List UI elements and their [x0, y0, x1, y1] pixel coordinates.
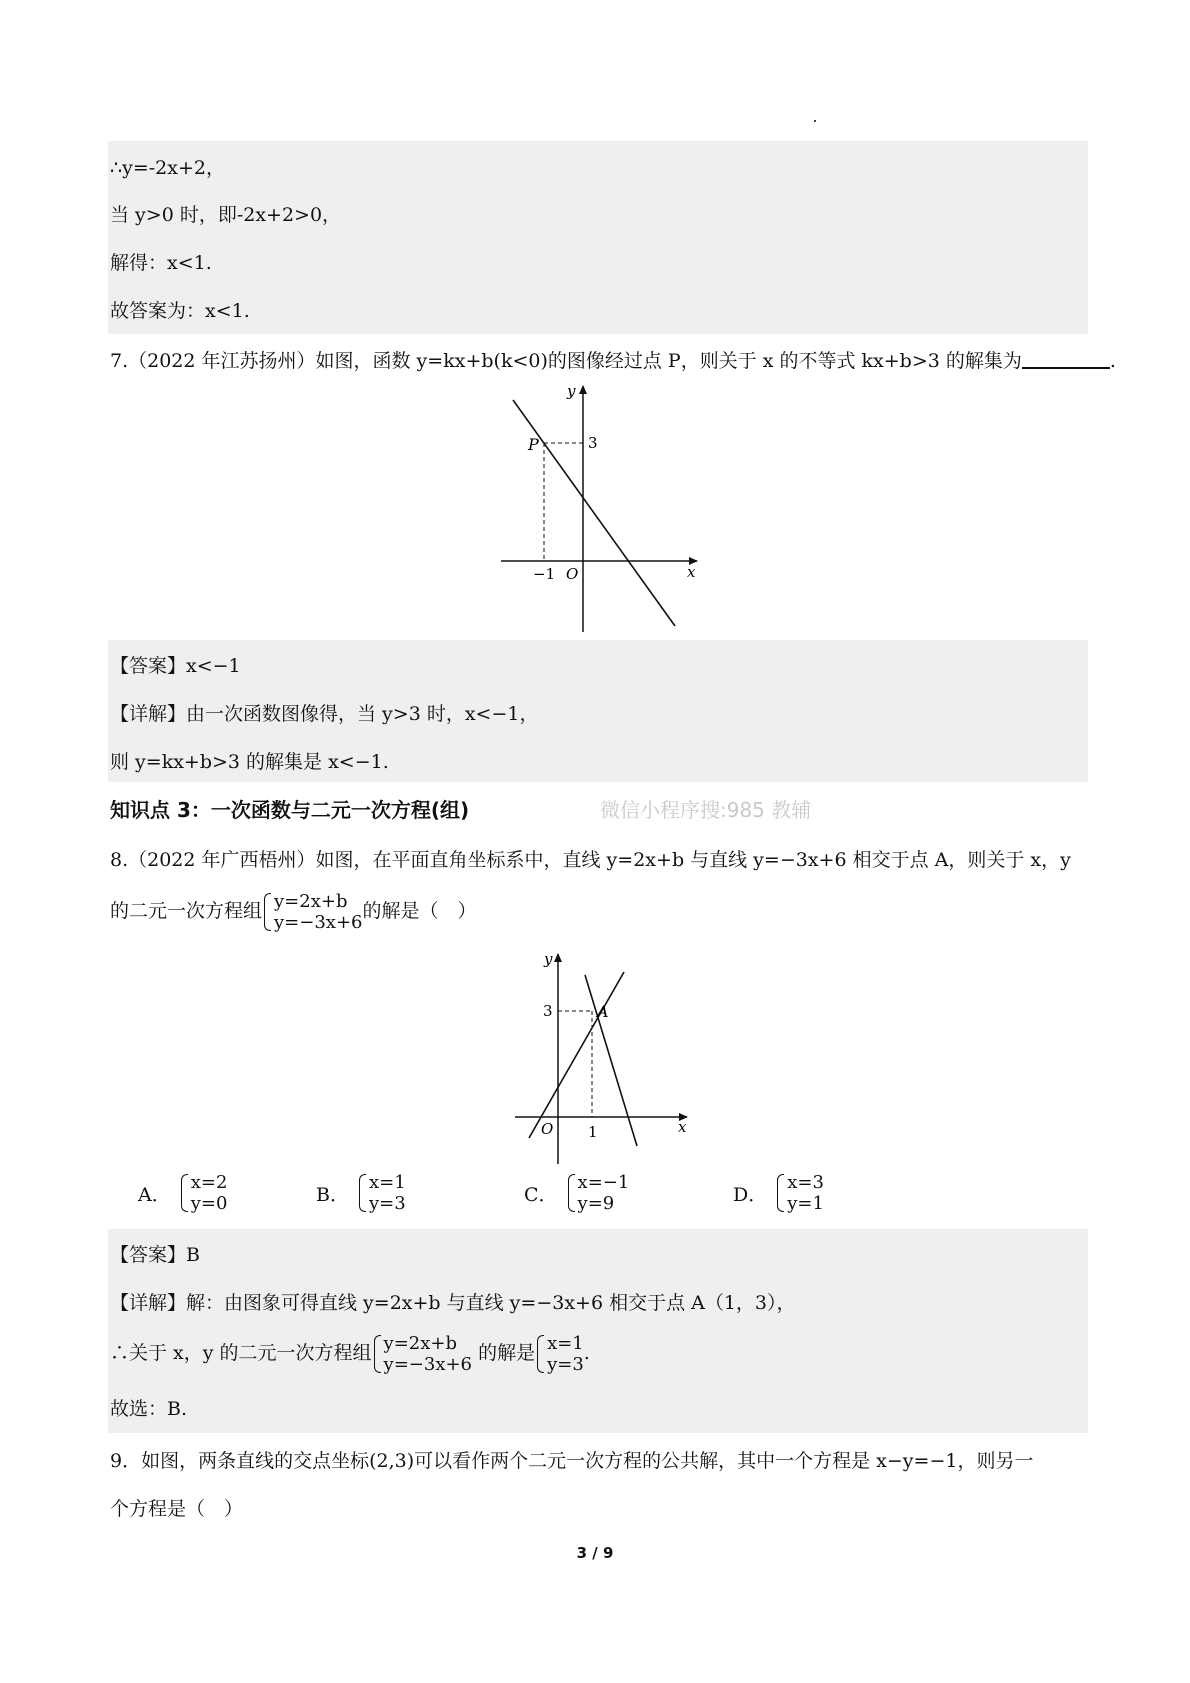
page-number: 3 / 9 [576, 1544, 614, 1562]
question-7-text: 7.（2022 年江苏扬州）如图，函数 y=kx+b(k<0)的图像经过点 P，则关于 x 的不等式 kx+b>3 的解集为 [110, 350, 1022, 372]
option-label: A． [138, 1183, 171, 1206]
option-label: B． [316, 1183, 349, 1206]
solution-system [535, 1333, 584, 1375]
question-8-text: 的二元一次方程组 [110, 900, 263, 922]
option-system [775, 1172, 824, 1214]
option-system [179, 1172, 228, 1214]
section-heading: 知识点 3：一次函数与二元一次方程(组) [110, 798, 470, 822]
option-system [357, 1172, 406, 1214]
q8-graph [515, 948, 695, 1168]
equation: x=−1 [577, 1172, 630, 1193]
equation: y=2x+b [383, 1333, 457, 1354]
answer-line: 【答案】B [110, 1244, 200, 1266]
answer-line: 【答案】x<−1 [110, 655, 241, 677]
equation-system [262, 891, 362, 933]
question-8-line2 [110, 889, 477, 933]
point-A: A [597, 1002, 609, 1021]
detail-line: 【详解】由一次函数图像得，当 y>3 时，x<−1， [110, 703, 539, 725]
conclusion-line: 则 y=kx+b>3 的解集是 x<−1. [110, 751, 389, 773]
equation: x=3 [787, 1172, 824, 1193]
equation: x=1 [547, 1333, 584, 1354]
option-c[interactable] [524, 1172, 629, 1214]
tick-1: 1 [588, 1123, 598, 1141]
equation: y=2x+b [274, 891, 348, 912]
x-label: x [678, 1118, 687, 1136]
equation: y=−3x+6 [274, 912, 363, 933]
equation-system [372, 1333, 472, 1375]
solution-line: 当 y>0 时，即-2x+2>0， [110, 204, 342, 226]
equation: y=3 [368, 1193, 406, 1214]
tick-minus1: −1 [533, 565, 556, 583]
equation: y=3 [547, 1354, 584, 1375]
equation: x=2 [190, 1172, 228, 1193]
solution-line: 故答案为：x<1. [110, 300, 250, 322]
question-7 [110, 349, 1116, 373]
question-7-end: . [1109, 350, 1116, 372]
equation: x=1 [368, 1172, 406, 1193]
q7-graph [495, 380, 705, 635]
x-label: x [687, 563, 696, 581]
scan-dot [814, 120, 816, 122]
watermark: 微信小程序搜:985 教辅 [600, 798, 812, 822]
line-y-neg3x-6 [585, 975, 637, 1146]
solution-system-line [110, 1331, 590, 1375]
option-a[interactable] [138, 1172, 227, 1214]
origin-label: O [566, 565, 579, 583]
solution-box-6 [108, 141, 1088, 334]
equation: y=−3x+6 [383, 1354, 473, 1375]
solution-text: ∴关于 x，y 的二元一次方程组 [110, 1342, 372, 1364]
option-label: C． [524, 1183, 558, 1206]
detail-line: 【详解】解：由图象可得直线 y=2x+b 与直线 y=−3x+6 相交于点 A（1，3）， [110, 1292, 796, 1314]
solution-end: . [583, 1342, 590, 1364]
question-9-line2: 个方程是（ ） [110, 1498, 244, 1520]
solution-line: 解得：x<1. [110, 252, 212, 274]
option-d[interactable] [733, 1172, 824, 1214]
question-8-end: 的解是（ ） [362, 900, 477, 922]
equation: y=1 [787, 1193, 824, 1214]
question-9-line1: 9．如图，两条直线的交点坐标(2,3)可以看作两个二元一次方程的公共解，其中一个方程是 x−y=−1，则另一 [110, 1450, 1034, 1472]
y-label: y [567, 382, 576, 400]
solution-text: 的解是 [478, 1342, 536, 1364]
solution-line: ∴y=-2x+2， [110, 157, 225, 179]
option-b[interactable] [316, 1172, 406, 1214]
final-line: 故选：B. [110, 1398, 188, 1420]
equation: y=0 [190, 1193, 228, 1214]
option-system [566, 1172, 630, 1214]
point-P: P [528, 435, 539, 454]
origin-label: O [541, 1120, 554, 1138]
tick-3: 3 [588, 434, 598, 452]
option-label: D． [733, 1183, 768, 1206]
y-label: y [544, 950, 553, 968]
answer-blank [1022, 349, 1110, 369]
question-8-line1: 8.（2022 年广西梧州）如图，在平面直角坐标系中，直线 y=2x+b 与直线 y=−3x+6 相交于点 A，则关于 x，y [110, 849, 1071, 871]
tick-3: 3 [543, 1002, 553, 1020]
equation: y=9 [577, 1193, 615, 1214]
